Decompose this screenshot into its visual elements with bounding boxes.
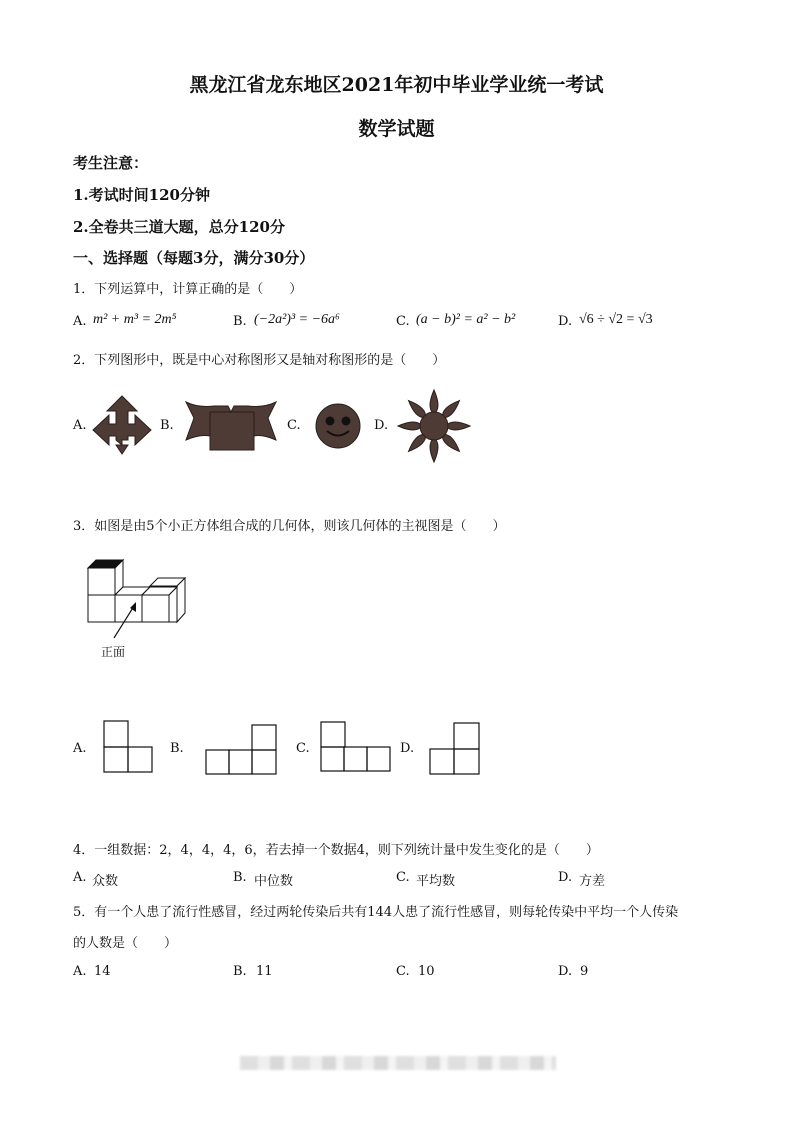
- flower-shape: [396, 388, 472, 464]
- q2-option-d-label: D.: [374, 418, 389, 433]
- q5-option-b-text: 11: [256, 964, 273, 979]
- question-5-stem-line1: 5．有一个人患了流行性感冒，经过两轮传染后共有144人患了流行性感冒，则每轮传染中平均一个人传染: [73, 905, 679, 920]
- view-a-figure: [103, 720, 153, 774]
- q4-option-d-label: D.: [558, 870, 573, 885]
- note-item: 1.考试时间120分钟: [73, 186, 210, 204]
- q4-option-c-text: 平均数: [416, 874, 456, 889]
- banner-shape: [184, 398, 278, 454]
- q3-option-d-label: D.: [400, 741, 415, 756]
- section-heading: 一、选择题（每题3分，满分30分）: [73, 249, 315, 267]
- view-d-figure: [429, 722, 481, 776]
- q3-option-a-label: A.: [73, 741, 87, 756]
- question-2-stem: 2．下列图形中，既是中心对称图形又是轴对称图形的是（ ）: [73, 353, 446, 368]
- q1-option-b-label: B.: [233, 314, 247, 329]
- q1-option-b-text: (−2a²)³ = −6a⁶: [254, 312, 340, 327]
- q5-option-d-text: 9: [580, 964, 589, 979]
- q1-option-d-text: √6 ÷ √2 = √3: [579, 312, 653, 327]
- q5-option-c-text: 10: [418, 964, 435, 979]
- q1-option-c-label: C.: [396, 314, 410, 329]
- q3-option-b-label: B.: [170, 741, 184, 756]
- question-4-stem: 4．一组数据：2，4，4，4，6，若去掉一个数据4，则下列统计量中发生变化的是（ ）: [73, 843, 599, 858]
- q5-option-c-label: C.: [396, 964, 410, 979]
- exam-subtitle: 数学试题: [358, 118, 435, 140]
- q4-option-b-text: 中位数: [254, 874, 294, 889]
- exam-title: 黑龙江省龙东地区2021年初中毕业学业统一考试: [189, 74, 604, 96]
- q3-option-c-label: C.: [296, 741, 310, 756]
- q4-option-d-text: 方差: [579, 874, 606, 889]
- q2-option-a-label: A.: [73, 418, 87, 433]
- q5-option-d-label: D.: [558, 964, 573, 979]
- smiley-face-shape: [314, 402, 362, 450]
- q2-option-c-label: C.: [287, 418, 301, 433]
- q5-option-b-label: B.: [233, 964, 247, 979]
- front-view-label: 正面: [101, 645, 126, 659]
- front-arrow: [110, 600, 140, 640]
- arrows-shape: [91, 394, 153, 456]
- q5-option-a-text: 14: [94, 964, 111, 979]
- notes-heading: 考生注意：: [73, 154, 149, 172]
- question-1-stem: 1．下列运算中，计算正确的是（ ）: [73, 282, 303, 297]
- q1-option-d-label: D.: [558, 314, 573, 329]
- q2-option-b-label: B.: [160, 418, 174, 433]
- q4-option-a-text: 众数: [92, 874, 119, 889]
- view-c-figure: [320, 721, 392, 773]
- footer-watermark: [240, 1056, 556, 1070]
- question-3-stem: 3．如图是由5个小正方体组合成的几何体，则该几何体的主视图是（ ）: [73, 519, 506, 534]
- note-item: 2.全卷共三道大题，总分120分: [73, 218, 285, 236]
- q5-option-a-label: A.: [73, 964, 87, 979]
- q1-option-a-label: A.: [73, 314, 87, 329]
- q1-option-a-text: m² + m³ = 2m⁵: [93, 312, 177, 327]
- question-5-stem-line2: 的人数是（ ）: [73, 936, 178, 951]
- view-b-figure: [205, 724, 277, 776]
- q1-option-c-text: (a − b)² = a² − b²: [416, 312, 516, 327]
- q4-option-a-label: A.: [73, 870, 87, 885]
- q4-option-c-label: C.: [396, 870, 410, 885]
- q4-option-b-label: B.: [233, 870, 247, 885]
